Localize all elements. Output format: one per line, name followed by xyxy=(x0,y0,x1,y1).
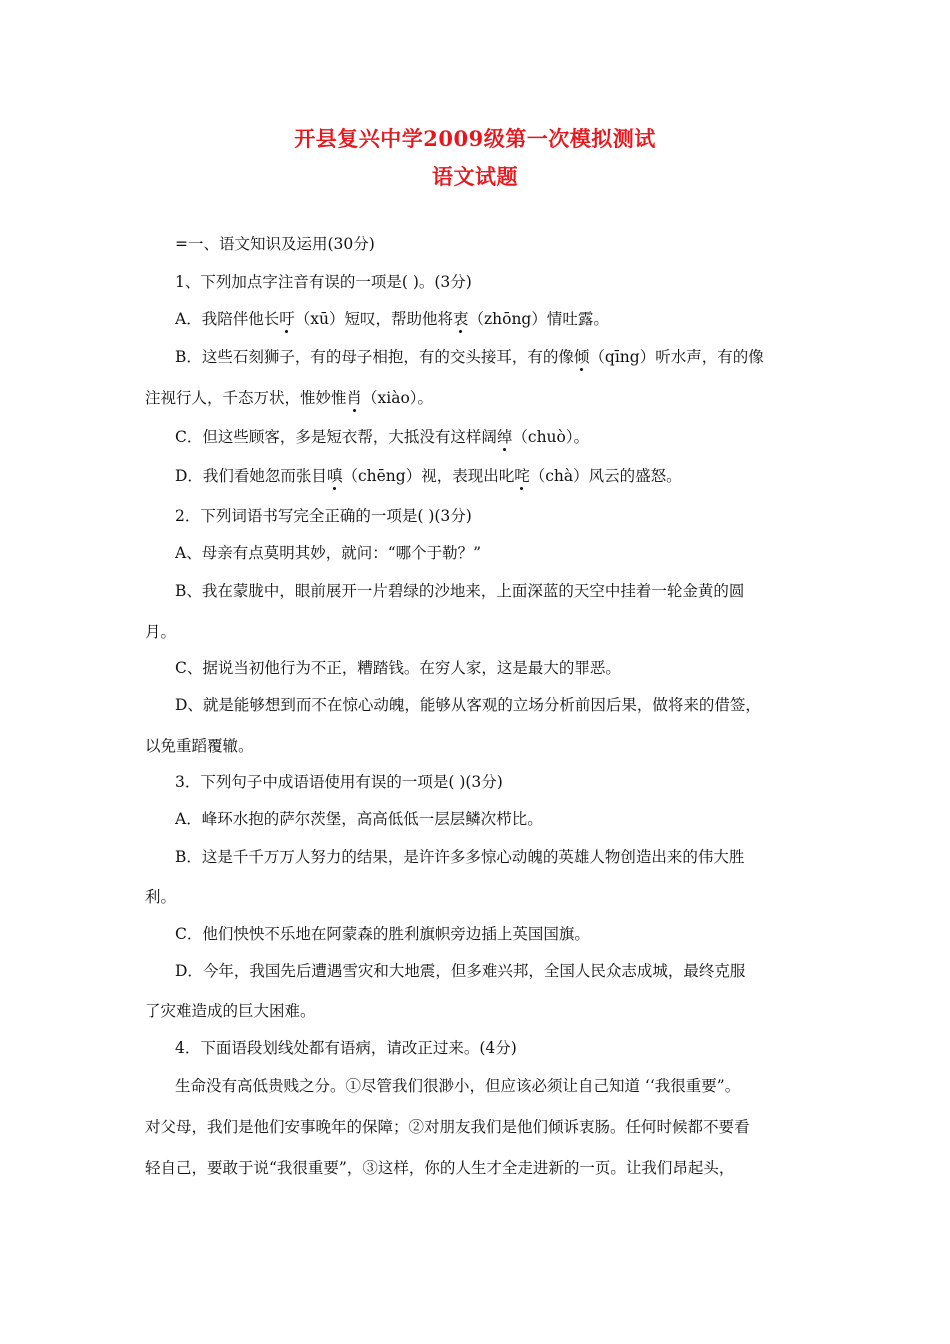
question-2-stem: 2．下列词语书写完全正确的一项是( )(3分) xyxy=(175,507,472,525)
dotted-char: 肖 xyxy=(346,389,363,407)
dotted-char: 倾 xyxy=(573,348,590,366)
question-2-option-b-cont: 月。 xyxy=(145,623,177,641)
page-subtitle: 语文试题 xyxy=(432,164,518,189)
question-3-option-d-cont: 了灾难造成的巨大困难。 xyxy=(145,1002,316,1020)
page-title: 开县复兴中学2009级第一次模拟测试 xyxy=(294,126,656,151)
question-3-option-b: B．这是千千万万人努力的结果，是许许多多惊心动魄的英雄人物创造出来的伟大胜 xyxy=(175,848,745,866)
question-4-passage-line-1: 生命没有高低贵贱之分。①尽管我们很渺小，但应该必须让自己知道 ‘‘我很重要”。 xyxy=(175,1077,741,1095)
question-1-stem: 1、下列加点字注音有误的一项是( )。(3分) xyxy=(175,273,472,291)
dotted-char: 咤 xyxy=(514,467,530,485)
question-2-option-d: D、就是能够想到而不在惊心动魄，能够从客观的立场分析前因后果，做将来的借签， xyxy=(175,696,761,714)
question-3-option-b-cont: 利。 xyxy=(145,888,177,906)
question-3-option-d: D．今年，我国先后遭遇雪灾和大地震，但多难兴邦，全国人民众志成城，最终克服 xyxy=(175,962,746,980)
question-1-option-a: A．我陪伴他长吁（xū）短叹，帮助他将衷（zhōng）情吐露。 xyxy=(175,310,609,328)
question-2-option-b: B、我在蒙胧中，眼前展开一片碧绿的沙地来，上面深蓝的天空中挂着一轮金黄的圆 xyxy=(175,582,745,600)
question-1-option-b-cont: 注视行人，千态万状，惟妙惟肖（xiào）。 xyxy=(145,389,434,407)
dotted-char: 嗔 xyxy=(326,467,343,485)
question-1-option-b: B．这些石刻狮子，有的母子相抱，有的交头接耳，有的像倾（qīng）听水声，有的像 xyxy=(175,348,764,366)
dotted-char: 吁 xyxy=(279,310,295,328)
question-4-stem: 4．下面语段划线处都有语病，请改正过来。(4分) xyxy=(175,1039,517,1057)
question-1-option-d: D．我们看她忽而张目嗔（chēng）视，表现出叱咤（chà）风云的盛怒。 xyxy=(175,467,682,485)
dotted-char: 绰 xyxy=(496,428,513,446)
question-3-stem: 3．下列句子中成语语使用有误的一项是( )(3分) xyxy=(175,773,503,791)
question-3-option-c: C．他们怏怏不乐地在阿蒙森的胜利旗帜旁边插上英国国旗。 xyxy=(175,925,590,943)
question-2-option-c: C、据说当初他行为不正，糟踏钱。在穷人家，这是最大的罪恶。 xyxy=(175,659,621,677)
dotted-char: 衷 xyxy=(452,310,469,328)
question-3-option-a: A．峰环水抱的萨尔茨堡，高高低低一层层鳞次栉比。 xyxy=(175,810,543,828)
question-2-option-d-cont: 以免重蹈覆辙。 xyxy=(145,737,254,755)
question-2-option-a: A、母亲有点莫明其妙，就问：“哪个于勒？” xyxy=(175,544,482,562)
question-4-passage-line-2: 对父母，我们是他们安事晚年的保障；②对朋友我们是他们倾诉衷肠。任何时候都不要看 xyxy=(145,1118,750,1136)
section-heading: =一、语文知识及运用(30分) xyxy=(175,235,375,253)
question-4-passage-line-3: 轻自己，要敢于说“我很重要”，③这样，你的人生才全走进新的一页。让我们昂起头， xyxy=(145,1159,735,1177)
question-1-option-c: C．但这些顾客，多是短衣帮，大抵没有这样阔绰（chuò）。 xyxy=(175,428,590,446)
